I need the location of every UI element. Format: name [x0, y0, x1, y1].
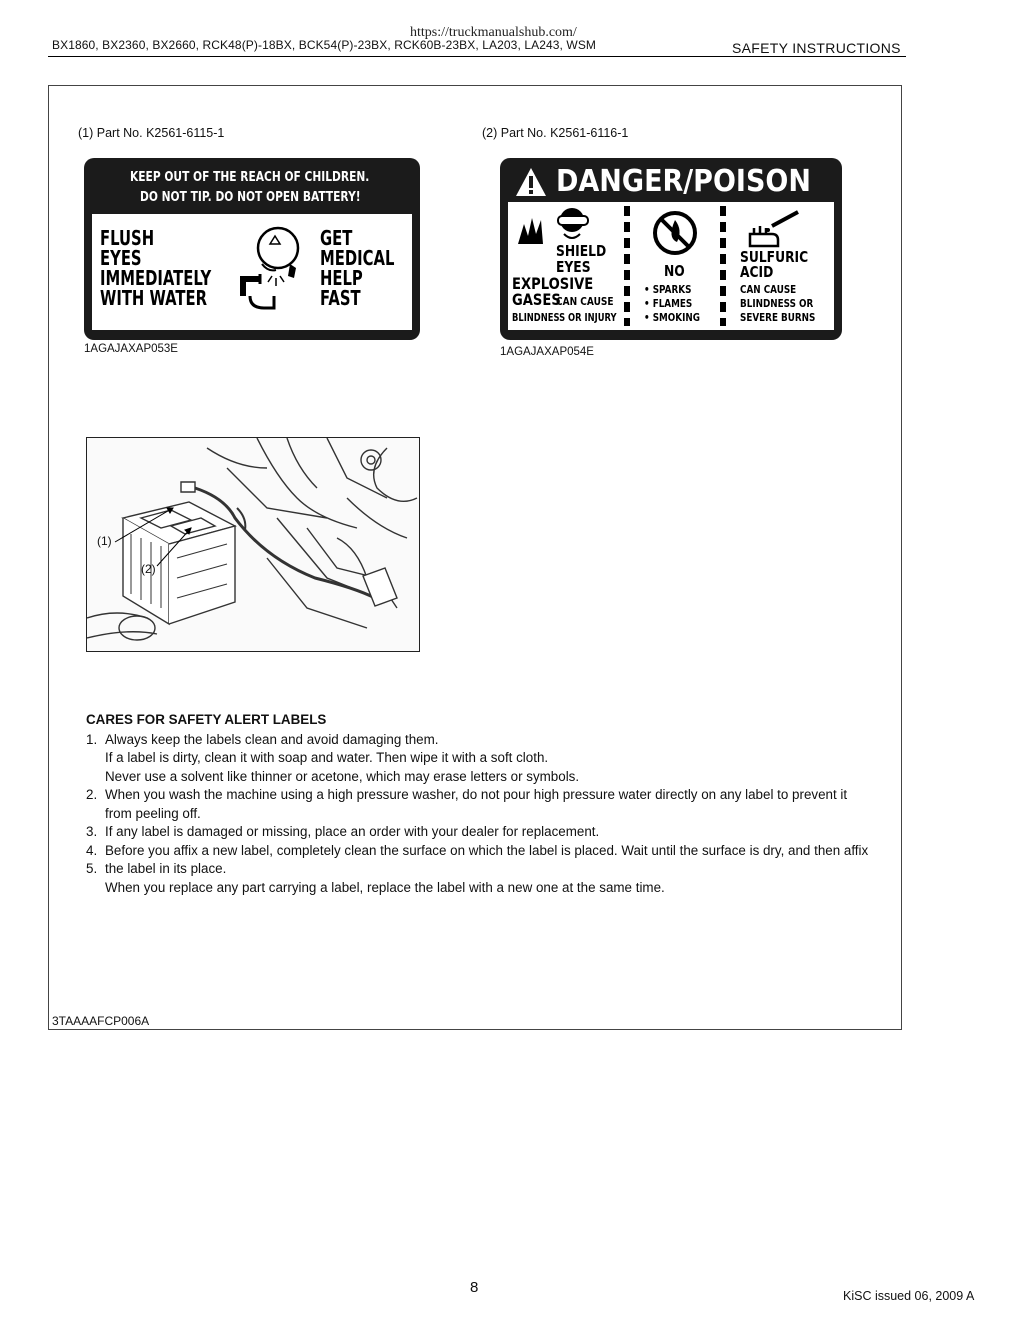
cares-item-2-line2: from peeling off. [105, 805, 201, 821]
callout-1: (1) [97, 534, 112, 548]
cares-item-4 [86, 842, 898, 861]
cares-item-1-line1: Always keep the labels clean and avoid damaging them. [105, 731, 439, 747]
battery-drawing [87, 438, 419, 651]
label1-left-line4: WITH WATER [100, 286, 208, 310]
label2-col3-line2: ACID [740, 263, 774, 281]
label2-col1-line1: SHIELD [556, 242, 607, 260]
separator-2 [720, 206, 726, 326]
cares-item-5-line1: the label in its place. [105, 861, 227, 876]
label1-left-line1: FLUSH [100, 226, 155, 250]
label2-col3-line5: SEVERE BURNS [740, 311, 816, 324]
label2-col1-gases: GASES [512, 290, 561, 309]
label2-col2-heading: NO [664, 262, 685, 280]
cares-item-1-num: 1. [86, 731, 98, 747]
label2-col2-item1: • SPARKS [644, 283, 692, 296]
header-section: SAFETY INSTRUCTIONS [732, 40, 901, 56]
label1-code: 1AGAJAXAP053E [84, 343, 178, 355]
label2-col1-line2: EYES [556, 258, 591, 276]
cares-item-2-num: 2. [86, 787, 98, 802]
label1-white-panel [92, 214, 412, 330]
label1-right-line4: FAST [320, 286, 361, 310]
label2-caption: (2) Part No. K2561-6116-1 [482, 126, 629, 140]
label2-col3-line3: CAN CAUSE [740, 283, 797, 296]
separator-1 [624, 206, 630, 326]
eyewash-icon [232, 224, 320, 312]
label2-col1-line3: EXPLOSIVE [512, 274, 594, 293]
cares-item-5-num: 5. [86, 861, 98, 876]
cares-item-4-num: 4. [86, 842, 98, 858]
page-number: 8 [470, 1279, 479, 1296]
label2-code: 1AGAJAXAP054E [500, 346, 594, 358]
label1-top-line2: DO NOT TIP. DO NOT OPEN BATTERY! [140, 190, 361, 205]
no-flame-icon [652, 210, 698, 256]
issued-note: KiSC issued 06, 2009 A [843, 1289, 975, 1303]
label1-right-line2: MEDICAL [320, 246, 395, 270]
label1-left-line2: EYES [100, 246, 142, 270]
label2-col2-item3: • SMOKING [644, 311, 700, 324]
warning-triangle-icon [514, 166, 548, 198]
header-rule [48, 56, 906, 57]
label2-decal [500, 158, 842, 340]
cares-item-3 [86, 823, 898, 842]
frame-code: 3TAAAAFCP006A [52, 1014, 150, 1028]
acid-hand-icon [744, 208, 804, 252]
label1-top-line1: KEEP OUT OF THE REACH OF CHILDREN. [130, 170, 370, 185]
cares-item-1-line2: If a label is dirty, clean it with soap and water. Then wipe it with a soft cloth. [105, 750, 549, 765]
cares-item-4-line1: Before you affix a new label, completely clean the surface on which the label is placed. Wait until the surface is dry, and then affix [105, 842, 869, 858]
cares-item-2-line1: When you wash the machine using a high pressure washer, do not pour high pressure water directly on any label to prevent it [105, 787, 848, 802]
label1-right-line3: HELP [320, 266, 363, 290]
label1-decal [84, 158, 420, 340]
label2-col2-item2: • FLAMES [644, 297, 693, 310]
label1-left-line3: IMMEDIATELY [100, 266, 212, 290]
cares-item-5-line2: When you replace any part carrying a label, replace the label with a new one at the same time. [105, 879, 665, 895]
cares-section [86, 711, 898, 897]
cares-item-5 [86, 860, 898, 897]
label1-right-line1: GET [320, 226, 353, 250]
header-models: BX1860, BX2360, BX2660, RCK48(P)-18BX, BCK54(P)-23BX, RCK60B-23BX, LA203, LA243, WSM [52, 38, 597, 52]
label2-col3-line1: SULFURIC [740, 248, 809, 266]
cares-item-2 [86, 786, 898, 823]
cares-item-1 [86, 731, 898, 787]
label1-caption: (1) Part No. K2561-6115-1 [78, 126, 225, 140]
label2-title: DANGER/POISON [556, 164, 811, 199]
battery-location-illustration [86, 437, 420, 652]
label2-white-panel [508, 202, 834, 330]
cares-item-3-num: 3. [86, 824, 98, 839]
callout-2: (2) [141, 562, 156, 576]
label2-col3-line4: BLINDNESS OR [740, 297, 814, 310]
label2-col1-can-cause: CAN CAUSE [556, 295, 614, 308]
label2-col1-line4 [512, 290, 614, 310]
cares-item-3-line1: If any label is damaged or missing, place an order with your dealer for replacement. [105, 824, 600, 839]
label2-col1-line5: BLINDNESS OR INJURY [512, 311, 617, 324]
cares-item-1-line3: Never use a solvent like thinner or acetone, which may erase letters or symbols. [105, 768, 580, 784]
cares-title: CARES FOR SAFETY ALERT LABELS [86, 712, 327, 727]
watermark-url: https://truckmanualshub.com/ [410, 25, 577, 40]
